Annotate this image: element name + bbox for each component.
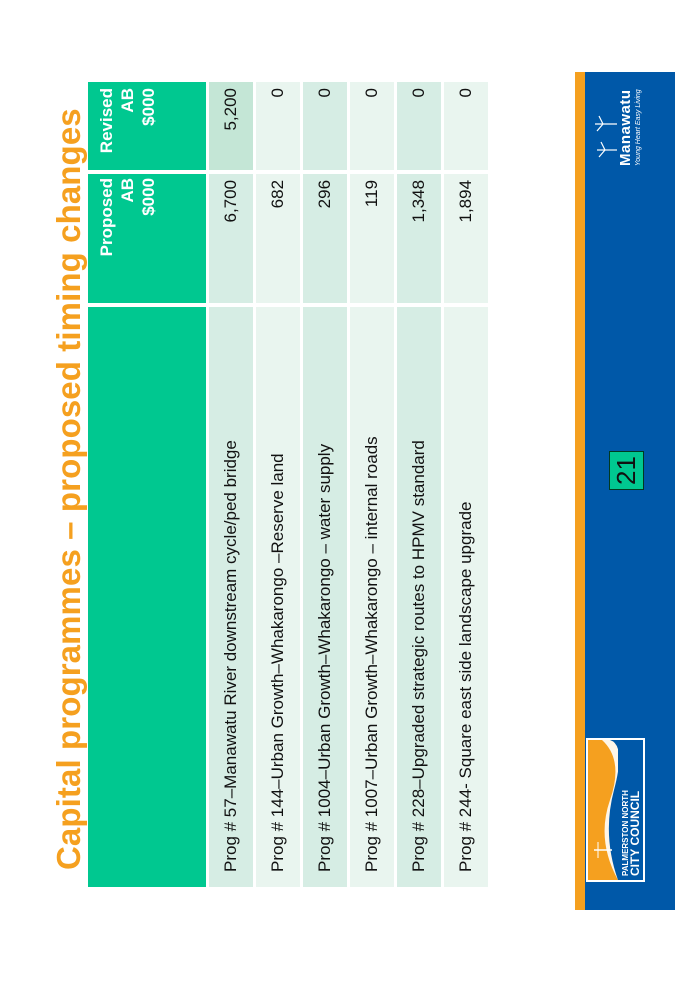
- revised-value: 0: [350, 82, 394, 170]
- header-programme: [88, 307, 206, 887]
- header-proposed: Proposed AB $000: [88, 174, 206, 303]
- revised-value: 5,200: [209, 82, 253, 170]
- council-logo-line2: CITY COUNCIL: [628, 790, 642, 876]
- programme-name: Prog # 1004–Urban Growth–Whakarongo – water supply: [303, 307, 347, 887]
- manawatu-logo-tagline: Young Heart Easy Living: [635, 89, 642, 166]
- programme-table: [88, 82, 488, 887]
- footer-accent-stripe: [575, 72, 585, 910]
- programme-name: Prog # 228–Upgraded strategic routes to HPMV standard: [397, 307, 441, 887]
- table-row: [256, 82, 300, 887]
- table-row: [444, 82, 488, 887]
- table-row: [397, 82, 441, 887]
- manawatu-logo: [595, 75, 670, 170]
- table-row: [209, 82, 253, 887]
- page-number: 21: [609, 451, 644, 490]
- revised-value: 0: [256, 82, 300, 170]
- manawatu-logo-name: Manawatu: [617, 89, 634, 166]
- council-logo-graphic: [588, 740, 618, 880]
- council-logo-line1: PALMERSTON NORTH: [621, 790, 630, 876]
- council-logo: [586, 738, 645, 882]
- table-row: [350, 82, 394, 887]
- programme-name: Prog # 57–Manawatu River downstream cycle/ped bridge: [209, 307, 253, 887]
- proposed-value: 119: [350, 174, 394, 303]
- revised-value: 0: [444, 82, 488, 170]
- proposed-value: 1,348: [397, 174, 441, 303]
- proposed-value: 1,894: [444, 174, 488, 303]
- slide-title: Capital programmes – proposed timing changes: [50, 108, 87, 870]
- programme-name: Prog # 144–Urban Growth–Whakarongo –Reserve land: [256, 307, 300, 887]
- revised-value: 0: [303, 82, 347, 170]
- programme-name: Prog # 244- Square east side landscape upgrade: [444, 307, 488, 887]
- revised-value: 0: [397, 82, 441, 170]
- table-header-row: [88, 82, 206, 887]
- programme-name: Prog # 1007–Urban Growth–Whakarongo – internal roads: [350, 307, 394, 887]
- footer-bar: [575, 72, 675, 910]
- wind-turbine-icon: [595, 80, 619, 170]
- proposed-value: 296: [303, 174, 347, 303]
- header-revised: Revised AB $000: [88, 82, 206, 170]
- table-row: [303, 82, 347, 887]
- proposed-value: 682: [256, 174, 300, 303]
- proposed-value: 6,700: [209, 174, 253, 303]
